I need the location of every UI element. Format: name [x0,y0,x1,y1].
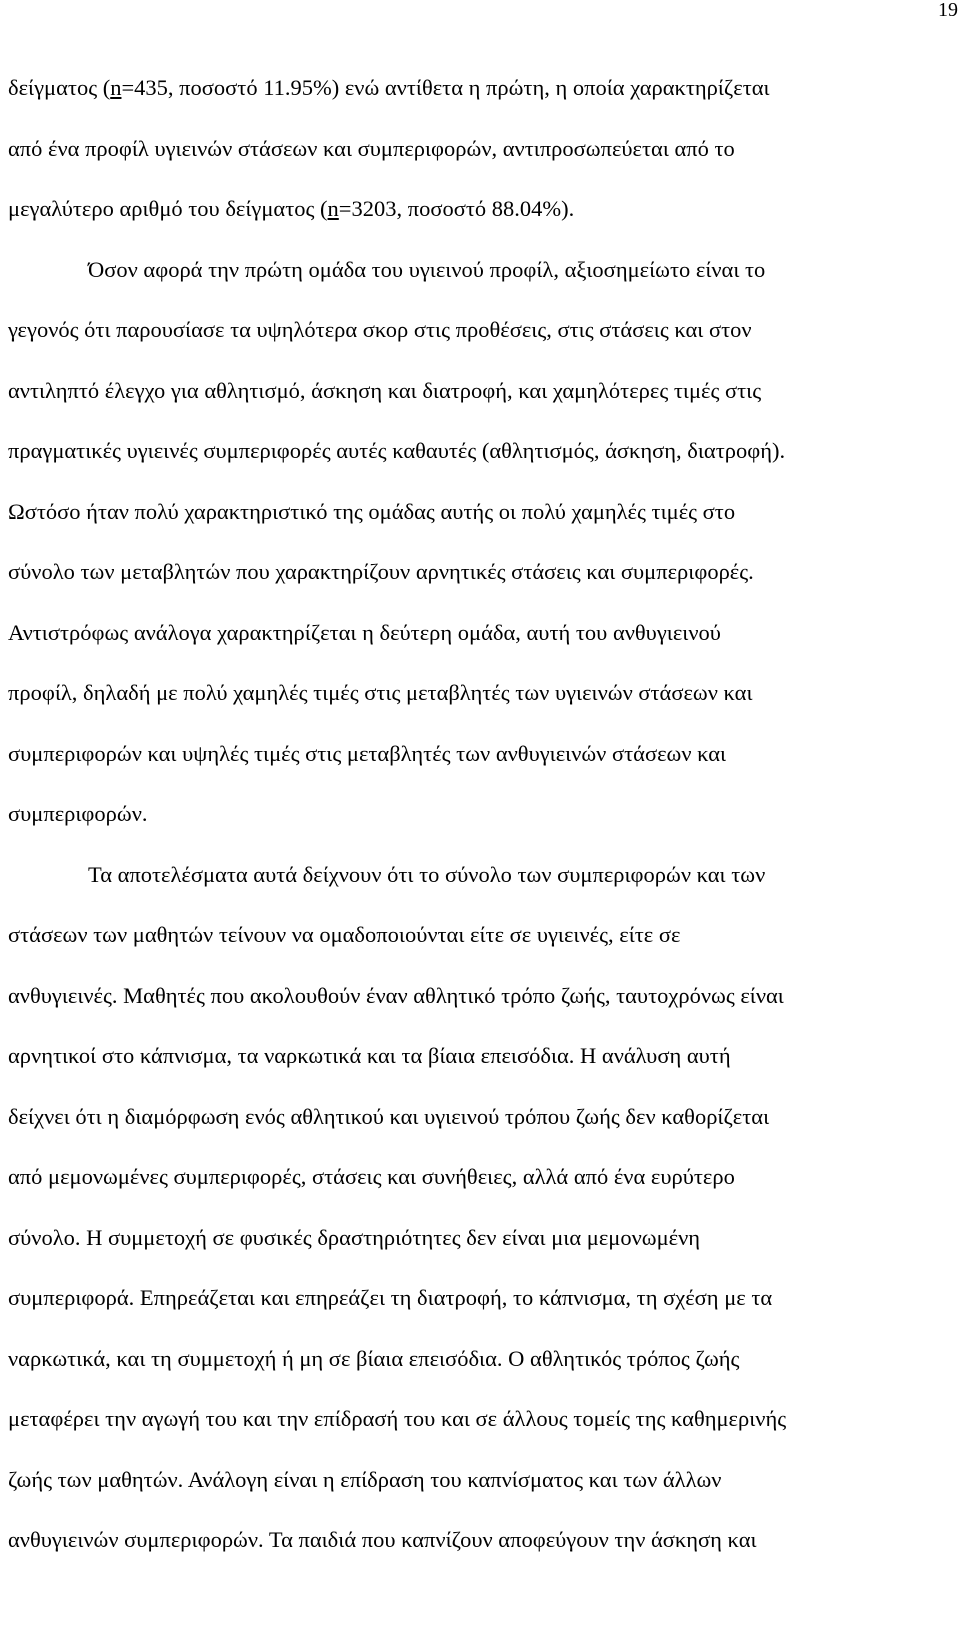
text-line [8,739,956,800]
text-segment: σύνολο. Η συμμετοχή σε φυσικές δραστηριότητες δεν είναι μια μεμονωμένη [8,1224,701,1250]
text-segment: από μεμονωμένες συμπεριφορές, στάσεις και συνήθειες, αλλά από ένα ευρύτερο [8,1164,735,1189]
text-segment: προφίλ, δηλαδή με πολύ χαμηλές τιμές στις μεταβλητές των υγιεινών στάσεων και [8,680,753,705]
text-line [8,557,956,618]
text-segment: από ένα προφίλ υγιεινών στάσεων και συμπεριφορών, αντιπροσωπεύεται από το [8,135,735,161]
text-segment: αντιληπτό έλεγχο για αθλητισμό, άσκηση και διατροφή, και χαμηλότερες τιμές στις [8,377,762,403]
text-segment: ανθυγιεινών συμπεριφορών. Τα παιδιά που καπνίζουν αποφεύγουν την άσκηση και [8,1527,757,1552]
text-line [8,678,956,739]
text-line [8,1041,956,1102]
text-segment: σύνολο των μεταβλητών που χαρακτηρίζουν αρνητικές στάσεις και συμπεριφορές. [8,559,754,584]
text-line [8,1344,956,1405]
text-line [8,497,956,558]
text-segment: πραγματικές υγιεινές συμπεριφορές αυτές καθαυτές (αθλητισμός, άσκηση, διατροφή). [8,438,786,463]
text-segment: ναρκωτικά, και τη συμμετοχή ή μη σε βίαια επεισόδια. Ο αθλητικός τρόπος ζωής [8,1345,740,1371]
text-segment: Ωστόσο ήταν πολύ χαρακτηριστικό της ομάδας αυτής οι πολύ χαμηλές τιμές στο [8,498,736,524]
text-segment: =435, ποσοστό 11.95%) ενώ αντίθετα η πρώτη, η οποία χαρακτηρίζεται [121,75,770,100]
text-segment: αρνητικοί στο κάπνισμα, τα ναρκωτικά και τα βίαια επεισόδια. Η ανάλυση αυτή [8,1043,731,1068]
text-line [8,1102,956,1163]
text-segment: Τα αποτελέσματα αυτά δείχνουν ότι το σύνολο των συμπεριφορών και των [88,861,766,887]
page-number: 19 [938,0,958,21]
text-segment: =3203, ποσοστό 88.04%). [338,196,575,221]
text-line [8,376,956,437]
text-line [8,315,956,376]
text-segment: συμπεριφορά. Επηρεάζεται και επηρεάζει τη διατροφή, το κάπνισμα, τη σχέση με τα [8,1285,773,1310]
text-segment: δείγματος ( [8,75,111,100]
text-segment: συμπεριφορών. [8,801,148,826]
text-line [8,73,956,134]
text-line [8,255,956,316]
text-line [8,194,956,255]
underlined-text: n [327,196,339,221]
text-line [8,981,956,1042]
text-segment: γεγονός ότι παρουσίασε τα υψηλότερα σκορ στις προθέσεις, στις στάσεις και στον [8,317,752,342]
text-line [8,618,956,679]
document-body [8,73,956,1586]
text-segment: ανθυγιεινές. Μαθητές που ακολουθούν έναν αθλητικό τρόπο ζωής, ταυτοχρόνως είναι [8,982,784,1008]
text-segment: δείχνει ότι η διαμόρφωση ενός αθλητικού και υγιεινού τρόπου ζωής δεν καθορίζεται [8,1103,770,1129]
text-segment: συμπεριφορών και υψηλές τιμές στις μεταβλητές των ανθυγιεινών στάσεων και [8,740,727,766]
text-line [8,1162,956,1223]
text-line [8,1223,956,1284]
text-segment: μεταφέρει την αγωγή του και την επίδρασή του και σε άλλους τομείς της καθημερινής [8,1406,787,1431]
text-line [8,1465,956,1526]
text-line [8,134,956,195]
text-line [8,1283,956,1344]
text-segment: Αντιστρόφως ανάλογα χαρακτηρίζεται η δεύτερη ομάδα, αυτή του ανθυγιεινού [8,619,721,645]
text-segment: μεγαλύτερο αριθμό του δείγματος ( [8,196,328,221]
text-line [8,436,956,497]
text-segment: στάσεων των μαθητών τείνουν να ομαδοποιούνται είτε σε υγιεινές, είτε σε [8,922,681,947]
text-line [8,920,956,981]
underlined-text: n [110,75,122,100]
text-line [8,799,956,860]
text-line [8,860,956,921]
text-line [8,1404,956,1465]
text-segment: ζωής των μαθητών. Ανάλογη είναι η επίδραση του καπνίσματος και των άλλων [8,1466,722,1492]
text-line [8,1525,956,1586]
text-segment: Όσον αφορά την πρώτη ομάδα του υγιεινού προφίλ, αξιοσημείωτο είναι το [88,256,766,282]
